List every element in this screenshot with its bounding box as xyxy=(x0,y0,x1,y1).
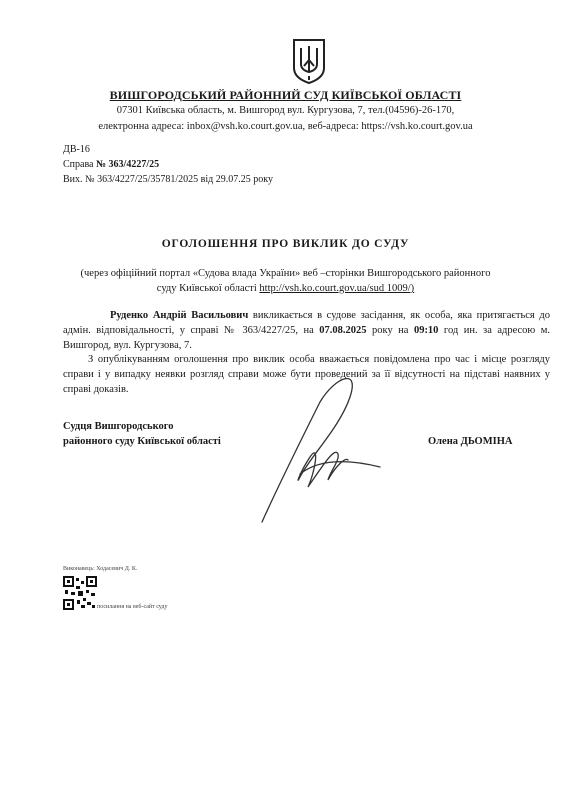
portal-line-1: (через офіційний портал «Судова влада України» веб –сторінки Вишгородського районного xyxy=(80,268,491,279)
portal-line-2 xyxy=(0,283,571,294)
form-code: ДВ-16 xyxy=(63,144,90,155)
hearing-time: 09:10 xyxy=(413,325,439,336)
court-email-line: електронна адреса: inbox@vsh.ko.court.gov.ua, веб-адреса: https://vsh.ko.court.gov.ua xyxy=(98,121,473,132)
summons-text-a: викликається в судове засідання, як особа, яка притягається до адмін. відповідальності, у справі № 363/4227/25, на xyxy=(63,310,550,336)
judge-name: Олена ДЬОМІНА xyxy=(428,436,513,447)
notice-paragraph: З опублікуванням оголошення про виклик особа вважається повідомлена про час і місце розгляду справи і у випадку неявки розгляд справи може бути проведений за її відсутності на підставі наявних у справі доказів. xyxy=(63,354,550,395)
signature-icon xyxy=(240,362,390,527)
court-address: 07301 Київська область, м. Вишгород вул. Кургузова, 7, тел.(04596)-26-170, xyxy=(116,105,455,116)
outgoing-number: Вих. № 363/4227/25/35781/2025 від 29.07.25 року xyxy=(63,174,273,185)
judge-title-line-1: Судця Вишгородського xyxy=(63,421,174,432)
executor-note: Виконавець: Ходасевич Д. К. xyxy=(63,566,138,572)
coat-of-arms-icon xyxy=(292,38,326,84)
portal-prefix: суду Київської області xyxy=(156,283,257,294)
portal-link[interactable]: http://vsh.ko.court.gov.ua/sud 1009/) xyxy=(259,283,415,294)
qr-code-icon[interactable] xyxy=(63,576,97,610)
case-number-line xyxy=(63,159,159,170)
qr-caption: посилання на веб-сайт суду xyxy=(97,604,168,610)
summons-paragraph xyxy=(63,308,550,353)
summons-text-c: год ин. за адресою м. Вишгород, вул. Кургузова, 7. xyxy=(63,325,550,351)
summons-text-b: року на xyxy=(366,325,414,336)
summoned-person: Руденко Андрій Васильович xyxy=(110,310,249,321)
court-name: ВИШГОРОДСЬКИЙ РАЙОННИЙ СУД КИЇВСЬКОЇ ОБЛАСТІ xyxy=(109,88,462,102)
document-title: ОГОЛОШЕННЯ ПРО ВИКЛИК ДО СУДУ xyxy=(161,238,410,250)
judge-title-line-2: районного суду Київської області xyxy=(63,436,221,447)
case-label: Справа xyxy=(63,159,94,170)
hearing-date: 07.08.2025 xyxy=(319,325,367,336)
case-number: № 363/4227/25 xyxy=(96,159,160,170)
